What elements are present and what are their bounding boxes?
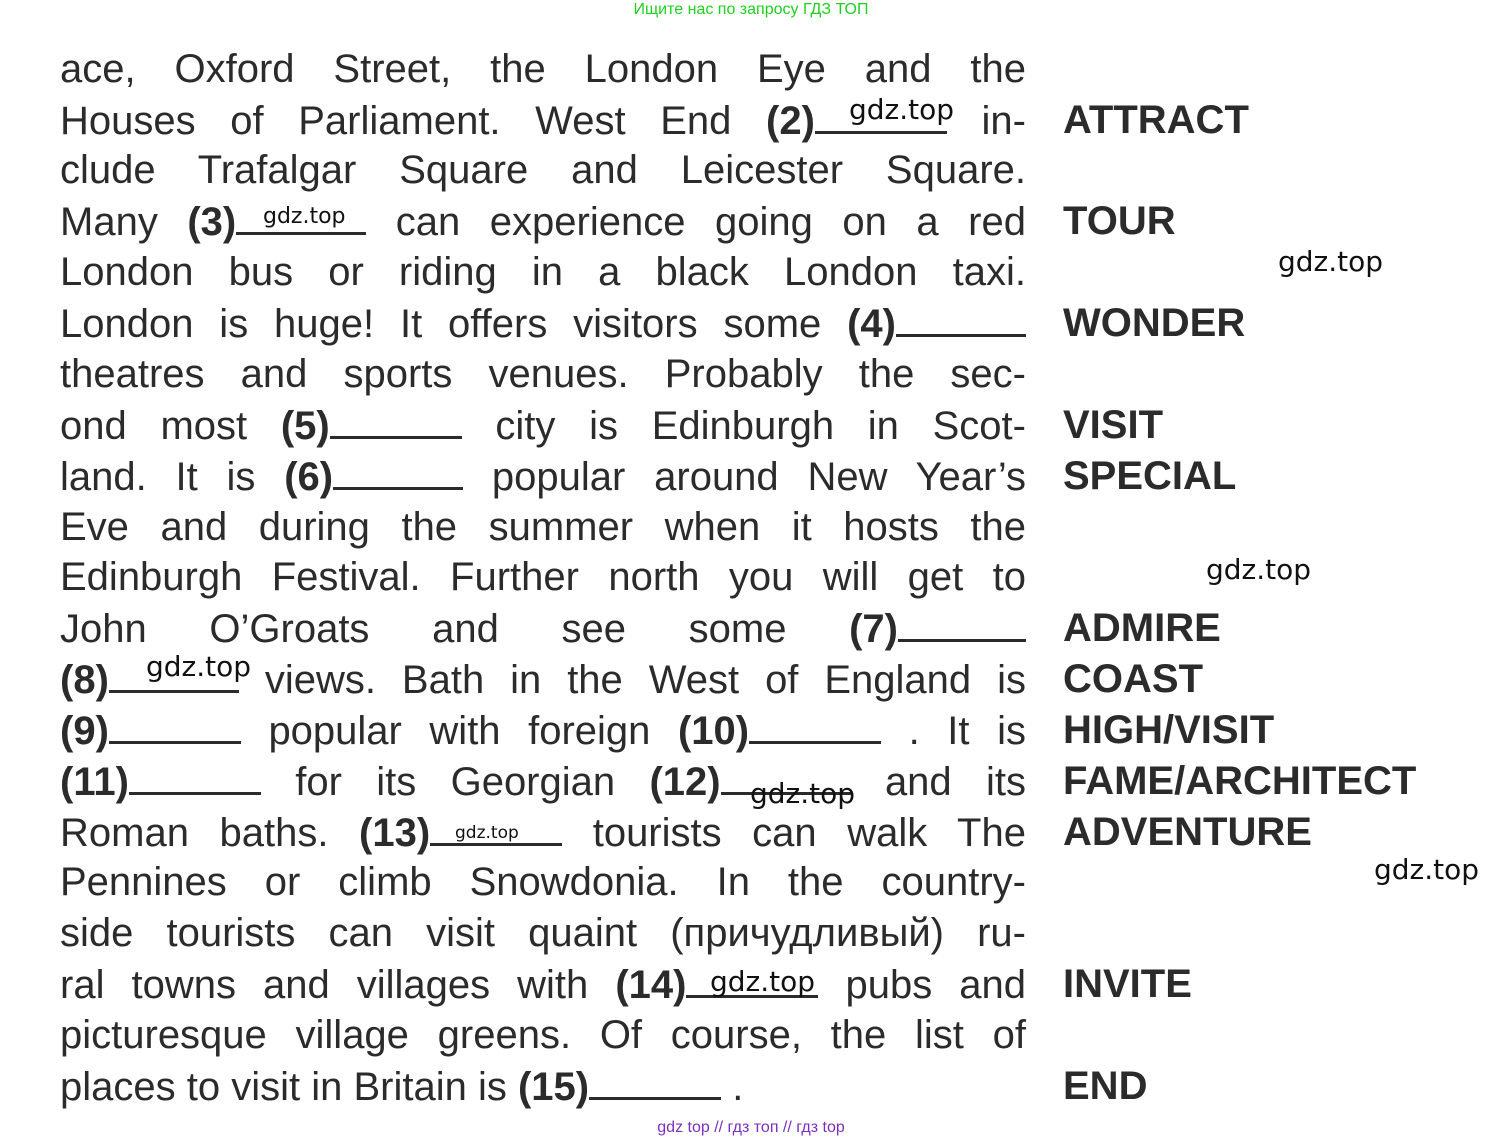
gap-number-10: (10): [677, 709, 750, 753]
text-line-10: Eve and during the summer when it hosts the: [60, 505, 1026, 549]
gap-number-4: (4): [847, 302, 896, 346]
text-line-12: John O’Groats and see some (7): [60, 603, 1026, 653]
text-line-8: ond most (5) city is Edinburgh in Scot-: [60, 400, 1026, 450]
bottom-banner[interactable]: gdz top // гдз топ // гдз top: [657, 1119, 845, 1136]
watermark: gdz.top: [849, 93, 955, 126]
keyword-admire: ADMIRE: [1063, 606, 1221, 650]
watermark: gdz.top: [1206, 553, 1312, 586]
text-line-9: land. It is (6) popular around New Year’s: [60, 451, 1026, 501]
text-line-13: (8) views. Bath in the West of England is: [60, 654, 1026, 704]
text-line-6: London is huge! It offers visitors some (4): [60, 298, 1026, 348]
keyword-wonder: WONDER: [1063, 301, 1246, 345]
text-line-2: Houses of Parliament. West End (2) in-: [60, 95, 1026, 145]
gap-number-2: (2): [766, 99, 815, 143]
watermark: gdz.top: [455, 823, 519, 843]
text-line-4: Many (3) can experience going on a red: [60, 196, 1026, 246]
text-line-14: (9) popular with foreign (10) . It is: [60, 705, 1026, 755]
gap-number-5: (5): [280, 404, 330, 448]
gap-number-14: (14): [615, 963, 687, 1007]
text-line-21: places to visit in Britain is (15) .: [60, 1061, 1026, 1111]
text-line-3: clude Trafalgar Square and Leicester Square.: [60, 148, 1026, 192]
keyword-attract: ATTRACT: [1063, 98, 1249, 142]
text-line-7: theatres and sports venues. Probably the sec-: [60, 352, 1026, 396]
watermark: gdz.top: [750, 777, 856, 810]
watermark: gdz.top: [1278, 245, 1384, 278]
gap-number-7: (7): [849, 607, 898, 651]
watermark: gdz.top: [263, 204, 346, 229]
keyword-special: SPECIAL: [1063, 454, 1237, 498]
keyword-high-visit: HIGH/VISIT: [1063, 708, 1275, 752]
top-banner[interactable]: Ищите нас по запросу ГДЗ ТОП: [633, 1, 869, 18]
gap-number-9: (9): [60, 709, 109, 753]
text-line-20: picturesque village greens. Of course, the list of: [60, 1013, 1026, 1057]
gap-blank-9[interactable]: [109, 705, 241, 744]
text-line-11: Edinburgh Festival. Further north you will get to: [60, 555, 1026, 599]
keyword-tour: TOUR: [1063, 199, 1176, 243]
gap-blank-6[interactable]: [333, 451, 463, 490]
watermark: gdz.top: [1374, 853, 1480, 886]
gap-number-15: (15): [517, 1065, 590, 1109]
gap-number-11: (11): [60, 760, 129, 804]
gap-number-13: (13): [359, 811, 431, 855]
watermark: gdz.top: [146, 650, 252, 683]
gap-blank-10[interactable]: [749, 705, 881, 744]
gap-blank-7[interactable]: [898, 603, 1026, 642]
keyword-coast: COAST: [1063, 657, 1203, 701]
gap-blank-11[interactable]: [129, 756, 261, 795]
gap-blank-4[interactable]: [896, 298, 1026, 337]
text-line-5: London bus or riding in a black London taxi.: [60, 250, 1026, 294]
watermark: gdz.top: [710, 965, 816, 998]
text-line-18: side tourists can visit quaint (причудливый) ru-: [60, 911, 1026, 955]
keyword-end: END: [1063, 1064, 1148, 1108]
text-line-15: (11) for its Georgian (12) and its: [60, 756, 1026, 806]
gap-number-3: (3): [187, 200, 237, 244]
text-line-1: ace, Oxford Street, the London Eye and the: [60, 47, 1026, 91]
keyword-visit: VISIT: [1063, 403, 1164, 447]
keyword-invite: INVITE: [1063, 962, 1192, 1006]
text-line-19: ral towns and villages with (14) pubs and: [60, 959, 1026, 1009]
gap-blank-15[interactable]: [589, 1061, 721, 1100]
gap-number-8: (8): [60, 658, 109, 702]
text-line-17: Pennines or climb Snowdonia. In the country-: [60, 860, 1026, 904]
keyword-fame-architect: FAME/ARCHITECT: [1063, 759, 1417, 803]
gap-blank-5[interactable]: [330, 400, 462, 439]
gap-number-6: (6): [284, 455, 334, 499]
keyword-adventure: ADVENTURE: [1063, 810, 1312, 854]
text-line-16: Roman baths. (13) tourists can walk The: [60, 807, 1026, 857]
gap-number-12: (12): [649, 760, 721, 804]
